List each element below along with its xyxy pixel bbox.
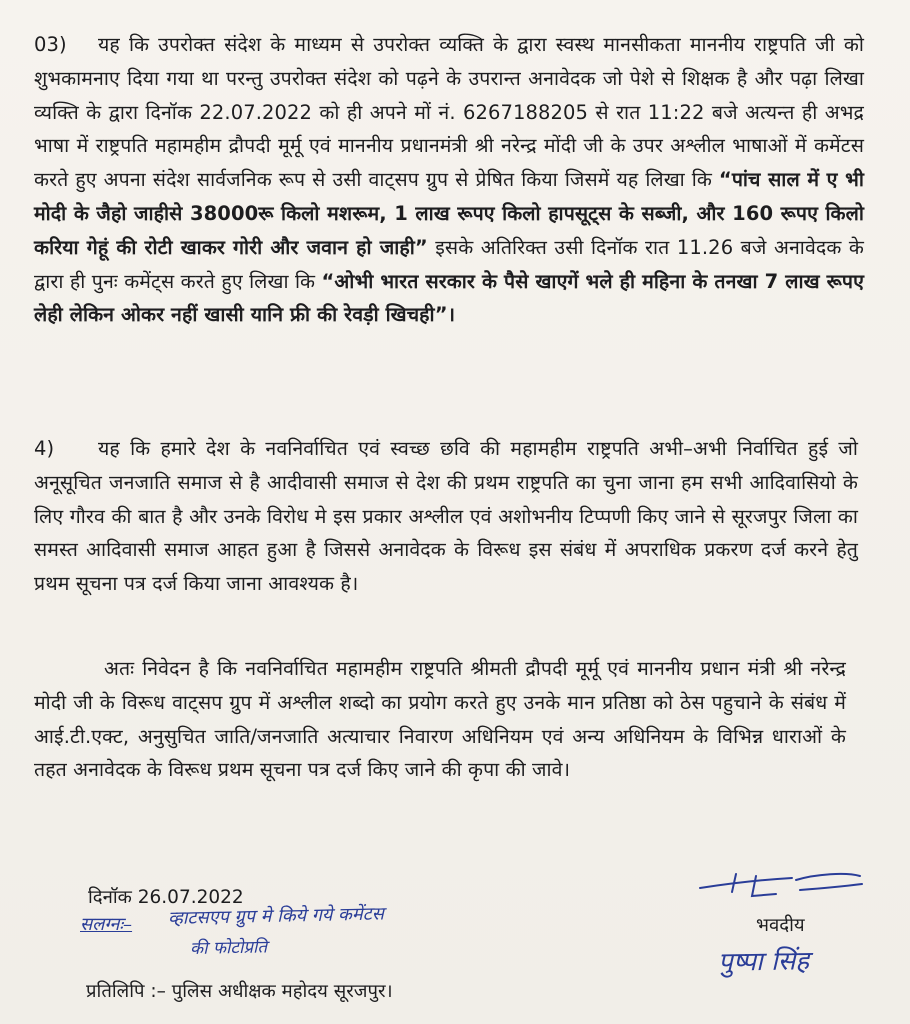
- enclosure-text: व्हाटसएप ग्रुप मे किये गये कमेंटस: [167, 903, 385, 929]
- paragraph-4: [34, 432, 858, 601]
- quoted-comment-2: “ओभी भारत सरकार के पैसे खाएगें भले ही महिना के तनखा 7 लाख रूपए लेही लेकिन ओकर नहीं खासी यानि फ्री की रेवड़ी खिचही”।: [34, 269, 864, 327]
- signature-scribble: [696, 866, 866, 902]
- signature-name: पुष्पा सिंह: [717, 946, 810, 978]
- enclosure-text-2: की फोटोप्रति: [189, 937, 268, 959]
- quoted-comment-1: “पांच साल में ए भी मोदी के जैहो जाहीसे 38000रू किलो मशरूम, 1 लाख रूपए किलो हापसूट्स के सब्जी, और 160 रूपए किलो करिया गेहूं की रोटी खाकर गोरी और जवान हो जाही”: [34, 168, 864, 259]
- paragraph-text: यह कि हमारे देश के नवनिर्वाचित एवं स्वच्छ छवि की महामहीम राष्ट्रपति अभी–अभी निर्वाचित हुई जो अनूसूचित जनजाति समाज से है आदीवासी समाज से देश की प्रथम राष्ट्रपति का चुना जाना हम सभी आदिवासियो के लिए गौरव की बात है और उनके विरोध मे इस प्रकार अश्लील एवं अशोभनीय टिप्पणी किए जाने से सूरजपुर जिला का समस्त आदिवासी समाज आहत हुआ है जिससे अनावेदक के विरूध इस संबंध में अपराधिक प्रकरण दर्ज करने हेतु प्रथम सूचना पत्र दर्ज किया जाना आवश्यक है।: [34, 437, 858, 596]
- date-line: दिनॉक 26.07.2022: [88, 887, 244, 908]
- paragraph-text: अतः निवेदन है कि नवनिर्वाचित महामहीम राष्ट्रपति श्रीमती द्रौपदी मूर्मू एवं माननीय प्रधान मंत्री श्री नरेन्द्र मोदी जी के विरूध वाट्सप ग्रुप में अश्लील शब्दो का प्रयोग करते हुए उनके मान प्रतिष्ठा को ठेस पहुचाने के संबंध में आई.टी.एक्ट, अनुसुचित जाति/जनजाति अत्याचार निवारण अधिनियम एवं अन्य अधिनियम के विभिन्न धाराओं के तहत अनावेदक के विरूध प्रथम सूचना पत्र दर्ज किए जाने की कृपा की जावे।: [34, 657, 846, 782]
- request-paragraph: [34, 652, 846, 787]
- paragraph-number: 4): [34, 437, 55, 460]
- copy-to-line: प्रतिलिपि :– पुलिस अधीक्षक महोदय सूरजपुर।: [86, 981, 393, 1002]
- sign-off: भवदीय: [756, 915, 805, 936]
- paragraph-number: 03): [34, 33, 67, 56]
- paragraph-3: [34, 28, 864, 332]
- enclosure-label: सलग्नः–: [80, 914, 133, 935]
- paragraph-text: यह कि उपरोक्त संदेश के माध्यम से उपरोक्त व्यक्ति के द्वारा स्वस्थ मानसीकता माननीय राष्ट्रपति जी को शुभकामनाए दिया गया था परन्तु उपरोक्त संदेश को पढ़ने के उपरान्त अनावेदक जो पेशे से शिक्षक है और पढ़ा लिखा व्यक्ति के द्वारा दिनॉक 22.07.2022 को ही अपने मों नं. 6267188205 से रात 11:22 बजे अत्यन्त ही अभद्र भाषा में राष्ट्रपति महामहीम द्रौपदी मूर्मू एवं माननीय प्रधानमंत्री श्री नरेन्द्र मोंदी जी के उपर अश्लील भाषाओं में कमेंटस करते हुए अपना संदेश सार्वजनिक रूप से उसी वाट्सप ग्रुप से प्रेषित किया जिसमें यह लिखा कि: [34, 33, 864, 192]
- paragraph-text: इसके अतिरिक्त उसी दिनॉक रात 11.26 बजे अनावेदक के द्वारा ही पुनः कमेंट्स करते हुए लिखा कि: [34, 235, 864, 293]
